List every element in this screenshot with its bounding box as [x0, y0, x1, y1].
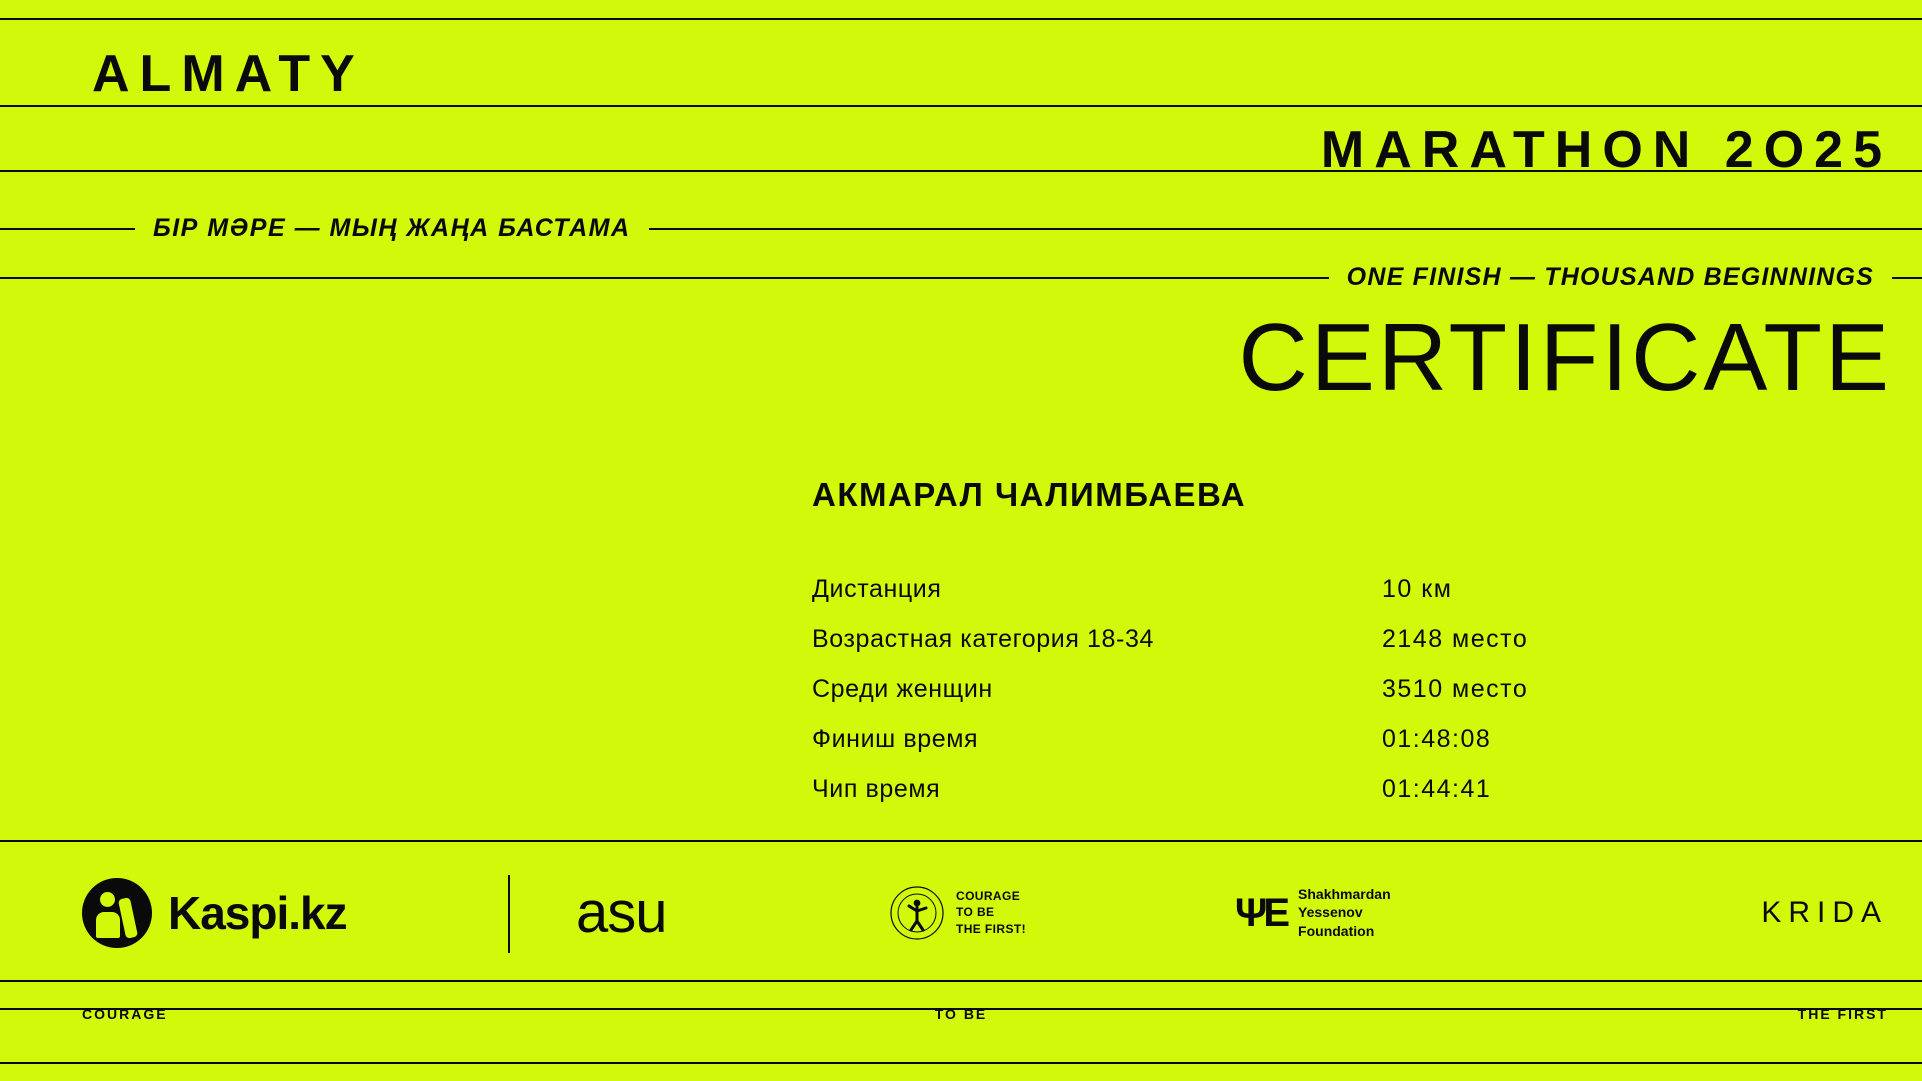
courage-fund-badge-icon: [888, 884, 946, 942]
sponsor-courage-fund: [888, 884, 1026, 942]
sponsor-strip: [0, 845, 1922, 980]
slogan-english: ONE FINISH — THOUSAND BEGINNINGS: [1329, 265, 1892, 290]
table-row: [812, 775, 1612, 825]
result-value: 01:44:41: [1382, 775, 1492, 803]
result-value: 3510 место: [1382, 675, 1529, 703]
result-label: Возрастная категория 18-34: [812, 625, 1154, 653]
result-value: 10 км: [1382, 575, 1453, 603]
result-label: Дистанция: [812, 575, 942, 603]
result-label: Чип время: [812, 775, 941, 803]
table-row: [812, 625, 1612, 675]
result-value: 01:48:08: [1382, 725, 1492, 753]
footer-middle: TO BE: [934, 1006, 988, 1022]
kaspi-person-icon: [82, 878, 152, 948]
sponsor-asu: [576, 879, 667, 945]
yessenov-line-3: Foundation: [1298, 922, 1375, 939]
yessenov-monogram-icon: ΨΕ: [1235, 890, 1287, 935]
sponsor-divider: [508, 875, 510, 953]
yessenov-line-2: Yessenov: [1298, 904, 1363, 921]
slogan-kazakh: БІР МӘРЕ — МЫҢ ЖАҢА БАСТАМА: [135, 216, 649, 241]
event-title: MARATHON 2O25: [1320, 121, 1892, 179]
result-label: Среди женщин: [812, 675, 993, 703]
divider-line-under-city: [0, 105, 1922, 107]
sponsor-kaspi: [82, 878, 347, 948]
result-value: 2148 место: [1382, 625, 1529, 653]
table-row: [812, 675, 1612, 725]
divider-line-top: [0, 18, 1922, 20]
yessenov-line-1: Shakhmardan: [1298, 886, 1391, 903]
table-row: [812, 575, 1612, 625]
footer-left: COURAGE: [82, 1006, 168, 1022]
athlete-name: АКМАРАЛ ЧАЛИМБАЕВА: [812, 476, 1247, 513]
result-label: Финиш время: [812, 725, 979, 753]
courage-line-1: COURAGE: [956, 889, 1021, 904]
city-title: ALMATY: [92, 45, 365, 103]
sponsor-yessenov-foundation: [1235, 885, 1391, 940]
courage-fund-wordmark: [956, 888, 1026, 937]
results-table: [812, 575, 1612, 825]
courage-line-2: TO BE: [956, 905, 995, 920]
yessenov-wordmark: [1298, 885, 1391, 940]
courage-line-3: THE FIRST!: [956, 921, 1026, 936]
divider-line-below-sponsors: [0, 980, 1922, 982]
footer-right: THE FIRST: [1797, 1006, 1888, 1022]
divider-line-above-sponsors: [0, 840, 1922, 842]
sponsor-krida: KRIDA: [1761, 895, 1888, 929]
asu-wordmark: asu: [576, 879, 667, 945]
divider-line-bottom: [0, 1062, 1922, 1064]
kaspi-wordmark: Kaspi.kz: [168, 886, 347, 939]
page-title: CERTIFICATE: [1238, 304, 1892, 411]
table-row: [812, 725, 1612, 775]
